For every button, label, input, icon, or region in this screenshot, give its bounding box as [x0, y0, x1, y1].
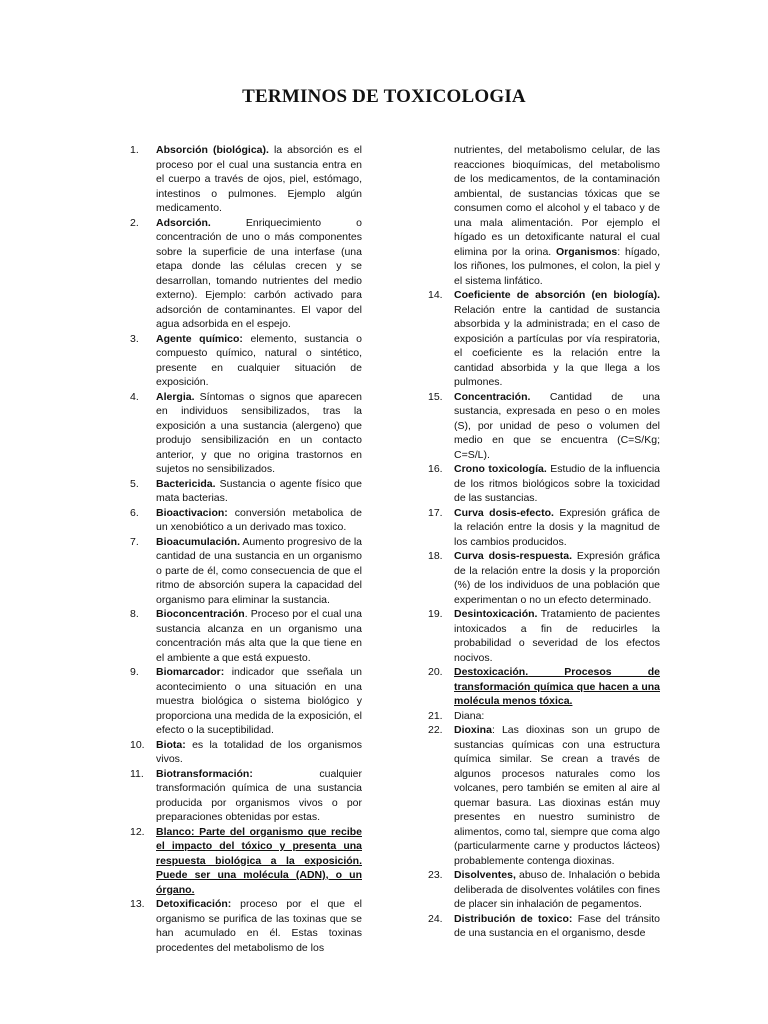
term-definition: Sustancia o agente físico que mata bacterias.	[156, 477, 362, 504]
term-definition: Diana:	[454, 709, 485, 722]
term-name: Curva dosis-respuesta.	[454, 550, 573, 562]
term-number: 17.	[428, 506, 443, 519]
term-number: 18.	[428, 550, 443, 562]
continued-text-part: nutrientes, del metabolismo celular, de las reacciones bioquímicas, del metabolismo de los medicamentos, de la contaminación ambiental, de sustancias tóxicas que se consumen como el alcohol y el tabaco y de una mala alimentación. Por ejemplo el hígado es un detoxificante natural el cual elimina por la orina.	[454, 144, 660, 258]
term-number: 11.	[130, 767, 144, 780]
term-definition: Expresión gráfica de la relación entre la dosis y la magnitud de los cambios producidos.	[454, 506, 660, 548]
glossary-term	[130, 607, 362, 665]
term-name: Biomarcador:	[156, 666, 225, 678]
glossary-term	[130, 216, 362, 332]
glossary-term	[130, 143, 362, 216]
term-definition: . Proceso por el cual una sustancia alcanza en un organismo una concentración más alta que la que tiene en el ambiente a que está expuesto.	[156, 608, 362, 664]
term-definition: Síntomas o signos que aparecen en individuos sensibilizados, tras la exposición a una sustancia (alergeno) que produjo sensibilización en un contacto anterior, y que no origina trastornos en sujetos no sensibilizados.	[156, 390, 362, 475]
glossary-term	[428, 390, 660, 463]
term-definition: elemento, sustancia o compuesto químico, natural o sintético, presente en cualquier situación de exposición.	[156, 332, 362, 388]
term-definition: proceso por el que el organismo se purifica de las toxinas que se han acumulado en él. Estas toxinas procedentes del metabolismo de los	[156, 898, 362, 954]
term-name: Disolventes,	[454, 869, 516, 881]
term-name: Dioxina	[454, 724, 492, 736]
term-number: 5.	[130, 477, 139, 490]
term-definition: Fase del tránsito de una sustancia en el organismo, desde	[454, 912, 660, 939]
term-definition: Relación entre la cantidad de sustancia absorbida y la administrada; en el caso de exposición a partículas por vía respiratoria, el coeficiente es la relación entre la cantidad absorbida y la que llega a los pulmones.	[454, 303, 660, 388]
glossary-term	[130, 825, 362, 898]
glossary-term	[428, 912, 660, 941]
term-name: Agente químico:	[156, 332, 243, 345]
term-definition: Expresión gráfica de la relación entre la dosis y la proporción (%) de los individuos de una población que experimentan o no un efecto determinado.	[454, 550, 660, 606]
glossary-term	[130, 506, 362, 535]
glossary-term	[428, 462, 660, 506]
term-number: 24.	[428, 912, 443, 925]
glossary-term	[428, 723, 660, 868]
glossary-term	[130, 390, 362, 477]
glossary-term	[130, 477, 362, 506]
glossary-term	[130, 332, 362, 390]
glossary-term	[130, 665, 362, 738]
term-number: 6.	[130, 506, 139, 519]
term-name: Concentración.	[454, 390, 531, 403]
term-name: Bioconcentración	[156, 608, 245, 620]
glossary-term	[428, 665, 660, 709]
term-definition: Procesos de transformación química que hacen a una molécula menos tóxica.	[454, 666, 660, 707]
left-column	[130, 143, 362, 955]
term-definition: indicador que sseñala un acontecimiento o una situación en una muestra biológica o sistema biológico y proporciona una medida de la exposición, el efecto o la suceptibilidad.	[156, 666, 362, 736]
glossary-term	[428, 288, 660, 390]
glossary-term	[428, 607, 660, 665]
term-number: 20.	[428, 666, 443, 678]
term-number: 22.	[428, 724, 443, 736]
term-number: 1.	[130, 144, 139, 156]
term-definition: Parte del organismo que recibe el impacto del tóxico y presenta una respuesta biológica a la exposición. Puede ser una molécula (ADN), o un órgano.	[156, 825, 362, 896]
term-name: Adsorción.	[156, 216, 211, 229]
right-column	[428, 143, 660, 941]
term-definition: conversión metabolica de un xenobiótico a un derivado mas toxico.	[156, 506, 362, 533]
term-number: 14.	[428, 289, 443, 301]
term-number: 10.	[130, 738, 145, 751]
term-name: Bioacumulación.	[156, 535, 241, 548]
term-name: Desintoxicación.	[454, 608, 538, 620]
term-name: Biotransformación:	[156, 767, 253, 780]
glossary-term	[130, 767, 362, 825]
term-name: Detoxificación:	[156, 898, 232, 910]
term-definition: Estudio de la influencia de los ritmos biológicos sobre la toxicidad de las sustancias.	[454, 463, 661, 504]
term-name: Coeficiente de absorción (en biología).	[454, 289, 660, 301]
term-name: Blanco:	[156, 825, 195, 838]
term-name: Bactericida.	[156, 477, 216, 490]
term-name: Bioactivacion:	[156, 506, 228, 519]
term-number: 2.	[130, 216, 139, 229]
term-name: Distribución de toxico:	[454, 912, 573, 925]
continued-text	[428, 143, 660, 288]
term-name: Destoxicación.	[454, 666, 529, 678]
term-number: 21.	[428, 709, 443, 722]
glossary-term	[428, 506, 660, 550]
glossary-term	[428, 709, 660, 724]
document-title: TERMINOS DE TOXICOLOGIA	[242, 86, 526, 107]
term-number: 9.	[130, 666, 139, 678]
term-name: Biota:	[156, 738, 186, 751]
term-number: 15.	[428, 390, 443, 403]
term-definition: Aumento progresivo de la cantidad de una sustancia en un organismo o parte de él, como consecuencia de que el ritmo de absorción supera la capacidad del organismo para eliminar la sustancia.	[156, 535, 363, 606]
term-name: Alergia.	[156, 390, 195, 403]
continued-text-bold: Organismos	[555, 245, 618, 258]
term-number: 3.	[130, 332, 139, 345]
term-number: 4.	[130, 390, 139, 403]
glossary-term	[428, 549, 660, 607]
term-definition: cualquier transformación química de una sustancia producida por organismos vivos o por preparaciones obtenidas por estas.	[156, 767, 362, 823]
term-definition: Cantidad de una sustancia, expresada en peso o en moles (S), por unidad de peso o volumen del medio en que se encuentra (C=S/Kg; C=S/L).	[454, 390, 660, 461]
term-number: 23.	[428, 869, 443, 881]
term-number: 8.	[130, 608, 139, 620]
glossary-term	[428, 868, 660, 912]
term-definition: es la totalidad de los organismos vivos.	[156, 738, 362, 765]
term-name: Absorción (biológica).	[156, 144, 269, 156]
glossary-term	[130, 897, 362, 955]
term-definition: abuso de. Inhalación o bebida deliberada de disolventes volátiles con fines de placer sin inhalación de pegamentos.	[454, 869, 660, 910]
term-number: 16.	[428, 463, 443, 475]
term-definition: Tratamiento de pacientes intoxicados a fin de reducirles la probabilidad o severidad de los efectos nocivos.	[454, 608, 660, 664]
continued-text-part: : hígado, los riñones, los pulmones, el colon, la piel y el sistema linfático.	[454, 245, 660, 287]
term-definition: : Las dioxinas son un grupo de sustancias químicas con una estructura química similar. Se crean a través de algunos procesos naturales como los volcanes, pero también se emiten al aire al quemar basura. Las dioxinas están muy presentes en nuestro suministro de alimentos, como tal, siempre que coma algo (particularmente carne y productos lácteos) probablemente contenga dioxinas.	[454, 724, 660, 867]
term-definition: Enriquecimiento o concentración de uno o más componentes sobre la superficie de una interfase (una etapa donde las células crecen y se desarrollan, tomando nutrientes del medio externo). Ejemplo: carbón activado para adsorción de contaminantes. El vapor del agua adsorbida en el espejo.	[156, 216, 362, 330]
glossary-term	[130, 738, 362, 767]
term-number: 13.	[130, 898, 145, 910]
glossary-term	[130, 535, 362, 608]
term-name: Crono toxicología.	[454, 463, 547, 475]
term-number: 12.	[130, 825, 145, 838]
term-definition: la absorción es el proceso por el cual una sustancia entra en el cuerpo a través de ojos, piel, estómago, intestinos o pulmones. Ejemplo algún medicamento.	[156, 144, 362, 214]
term-number: 19.	[428, 608, 443, 620]
term-name: Curva dosis-efecto.	[454, 506, 554, 519]
term-number: 7.	[130, 535, 139, 548]
